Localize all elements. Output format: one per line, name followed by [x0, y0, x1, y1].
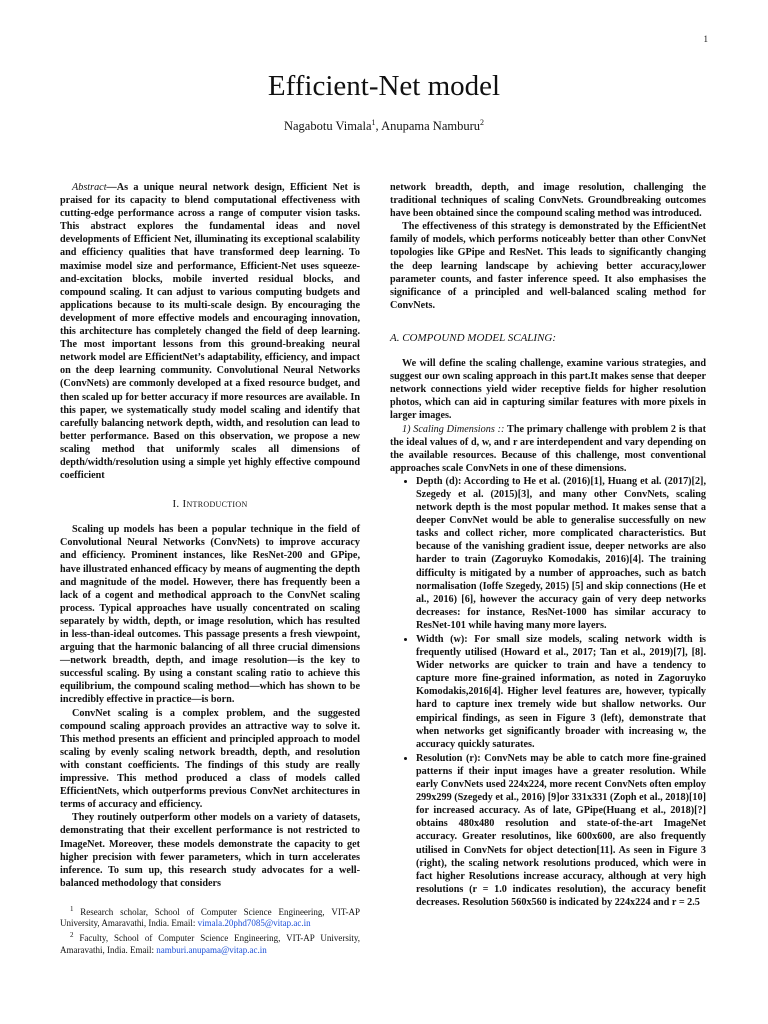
paper-title: Efficient-Net model [267, 70, 501, 102]
email-link[interactable]: namburi.anupama@vitap.ac.in [156, 944, 267, 955]
left-column [60, 181, 360, 956]
email-link[interactable]: vimala.20phd7085@vitap.ac.in [197, 918, 311, 929]
author-name: Anupama Namburu [381, 119, 481, 134]
list-item: • Depth (d): According to He et al. (2016)[1], Huang et al. (2017)[2], Szegedy et al. (2015)[3], and many other ConvNets, scaling network depth is the most popular method. It makes sense that a deeper ConvNet would be able to generalise successfully on new tasks and collect richer, more complicated characteristics. But because of the vanishing gradient issue, deeper networks are also harder to train (Zagoruyko Komodakis, 2016)[4]. The training difficulty is mitigated by a number of approaches, such as batch normalisation (Ioffe Szegedy, 2015) [5] and skip connections (He et al., 2016) [6], however the accuracy gain of very deep networks decreases: for instance, ResNet-1000 has similar accuracy to ResNet-101 while having many more layers. [416, 475, 706, 632]
author-affiliation-mark: 2 [480, 118, 485, 127]
section-title: Introduction [182, 498, 248, 511]
footnote-text: Faculty, School of Computer Science Engineering, VIT-AP University, Amaravathi, India. Email: [60, 933, 360, 955]
bullet-list [390, 475, 706, 909]
list-item: • Width (w): For small size models, scaling network width is frequently utilised (Howard et al., 2017; Tan et al., 2019)[7], [8]. Wider networks are quicker to train and have a tendency to capture more fine-grained information, as noted in Zagoruyko Komodakis,2016[4]. Higher level features are, however, typically hard to capture inex tremely wide but shallow networks. Our empirical findings, as seen in Figure 3 (left), demonstrate that when networks get significantly broader with increasing w, the accuracy quickly saturates. [416, 633, 706, 751]
right-column [390, 181, 706, 910]
paragraph [390, 423, 706, 475]
footnote-mark: 1 [70, 904, 74, 913]
footnote [60, 904, 360, 930]
abstract [60, 181, 360, 482]
abstract-text: —As a unique neural network design, Efficient Net is praised for its capacity to blend computational effectiveness with cutting-edge performance across a range of computer vision tasks. This abstract explores the fundamental ideas and novel developments of Efficient Net, illuminating its exceptional scalability and efficiency qualities that have transformed deep learning. To maximise model size and performance, Efficient-Net uses squeeze-and-excitation blocks, mobile inverted residual blocks, and compound scaling. It can adjust to various computing budgets and applications because to its multi-scale design. By encouraging the development of more effective models and encouraging innovation, this architecture has completely changed the field of deep learning. The most important lessons from this ground-breaking neural network model are EfficientNet’s adaptability, efficiency, and impact on the deep learning community. Convolutional Neural Networks (ConvNets) are commonly developed at a fixed resource budget, and then scaled up for better accuracy if more resources are available. In this paper, we systematically study model scaling and identify that carefully balancing network depth, width, and resolution can lead to better performance. Based on this observation, we propose a new scaling method that uniformly scales all dimensions of depth/width/resolution using a simple yet highly effective compound coefficient [60, 182, 360, 482]
subsubsection-heading: 1) Scaling Dimensions :: [402, 423, 505, 435]
paragraph: Scaling up models has been a popular technique in the field of Convolutional Neural Networks (ConvNets) to improve accuracy and efficiency. Prominent instances, like ResNet-200 and GPipe, have illustrated enhanced efficacy by means of augmenting the depth and magnitude of the model. However, there has frequently been a lack of a cogent and methodical approach to the ConvNet scaling process. Typical approaches have usually concentrated on scaling separately by width, depth, or image resolution, which has resulted in less-than-ideal outcomes. This passage presents a fresh viewpoint, arguing that the harmonic balancing of all three crucial dimensions—network breadth, depth, and image resolution—is the key to successful scaling. By using a constant scaling ratio to achieve this equilibrium, the compound scaling method—which has shown to be incredibly effective in practice—is born. [60, 524, 360, 706]
abstract-label: Abstract [72, 182, 107, 193]
subsubsection-text: The primary challenge with problem 2 is that the ideal values of d, w, and r are interdependent and vary depending on the available resources. Because of this challenge, most conventional approaches scale ConvNets in one of these dimensions. [390, 423, 706, 474]
footnote [60, 930, 360, 956]
paragraph: We will define the scaling challenge, examine various strategies, and suggest our own scaling approach in this part.It makes sense that deeper network connections yield wider receptive fields for higher resolution photos, which can aid in capturing similar features with more pixels in larger images. [390, 358, 706, 422]
author-separator: , [375, 119, 382, 134]
author-name: Nagabotu Vimala [283, 119, 372, 134]
list-item: • Resolution (r): ConvNets may be able to catch more fine-grained patterns if their input images have a greater resolution. While early ConvNets used 224x224, more recent ConvNets often employ 299x299 (Szegedy et al., 2016) [9]or 331x331 (Zoph et al., 2018)[10] for increased accuracy. As of late, GPipe(Huang et al., 2018)[?] obtains 480x480 resolution and state-of-the-art ImageNet accuracy. Greater resolutinos, like 600x600, are also frequently utilised in ConvNets for object detection[11]. As seen in Figure 3 (right), the scaling network resolutions produced, which were in fact higher Resolutions increase accuracy, although at very high resolutions (r = 1.0 indicates resolution), the accuracy benefit decreases. Resolution 560x560 is indicated by 224x224 and r = 2.5 [416, 752, 706, 909]
author-affiliation-mark: 1 [371, 118, 376, 127]
section-numeral: I. [172, 498, 180, 511]
footnotes [60, 904, 360, 956]
paragraph: network breadth, depth, and image resolution, challenging the traditional techniques of scaling ConvNets. Groundbreaking outcomes have been obtained since the compound scaling method was introduced. [390, 182, 706, 220]
footnote-mark: 2 [70, 931, 74, 940]
subsection-heading: A. COMPOUND MODEL SCALING: [390, 331, 557, 344]
paragraph: The effectiveness of this strategy is demonstrated by the EfficientNet family of models, which performs noticeably better than other ConvNet topologies like GPipe and ResNet. This leads to significantly changing the deep learning landscape by achieving better accuracy,lower parameter counts, and faster inference speed. It also emphasises the significance of a principled and well-balanced scaling method for ConvNets. [390, 221, 706, 311]
footnote-text: Research scholar, School of Computer Science Engineering, VIT-AP University, Amaravathi, India. Email: [60, 906, 360, 929]
page-number: 1 [703, 34, 708, 44]
author-line [0, 118, 768, 134]
paragraph: They routinely outperform other models on a variety of datasets, demonstrating that their excellent performance is not restricted to ImageNet. Moreover, these models demonstrate the capacity to get higher precision with fewer parameters, which in turn accelerates inference. To sum up, this research study advocates for a well-balanced methodology that considers [60, 812, 360, 889]
section-heading-introduction [60, 498, 360, 511]
paragraph: ConvNet scaling is a complex problem, and the suggested compound scaling approach provides an attractive way to solve it. This method presents an efficient and principled approach to model scaling by evenly scaling network breadth, depth, and resolution with constant coefficients. The findings of this study are really impressive. This method produced a class of models called EfficientNets, which outperforms previous ConvNet architectures in terms of accuracy and efficiency. [60, 707, 360, 811]
